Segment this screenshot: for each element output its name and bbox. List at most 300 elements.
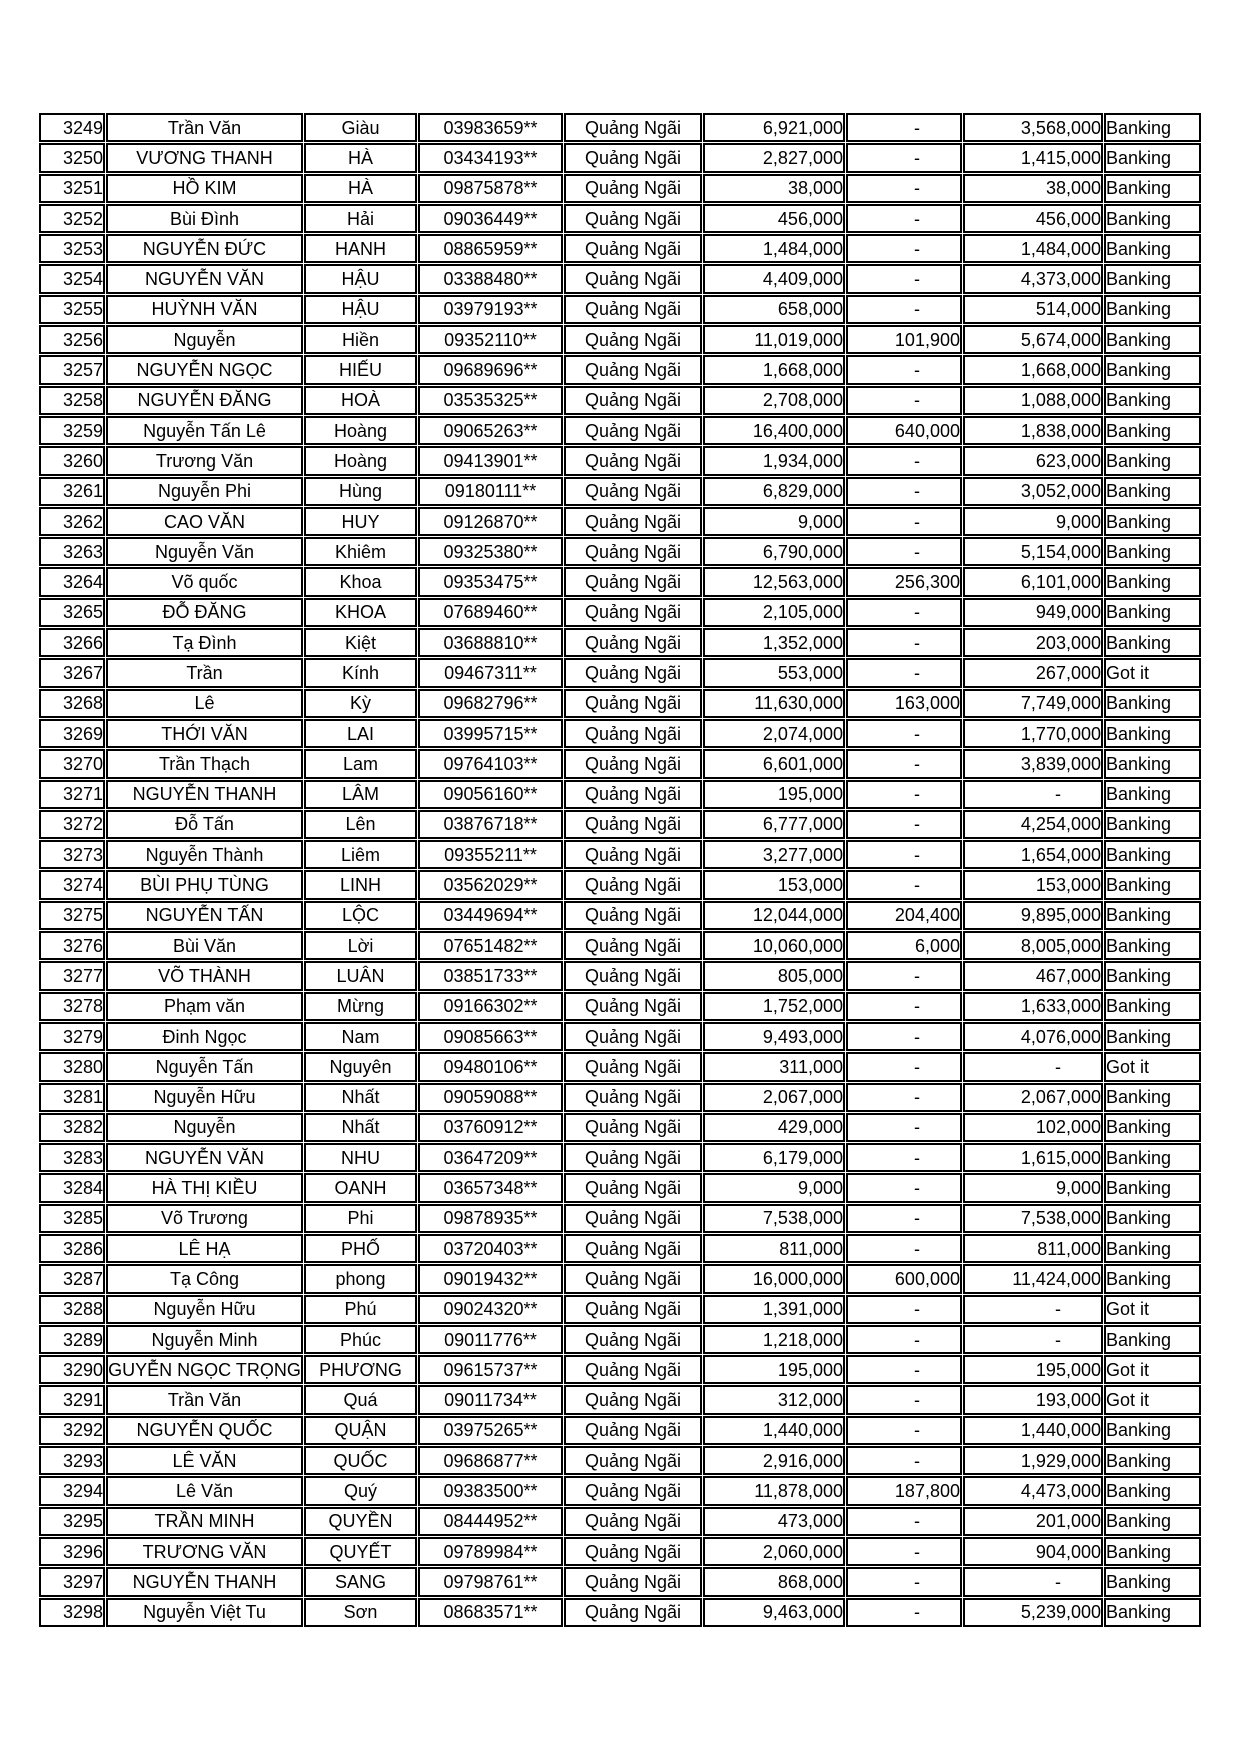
cell-province: Quảng Ngãi (564, 567, 702, 596)
cell-status: Banking (1104, 719, 1201, 748)
cell-amount_3: 195,000 (963, 1355, 1103, 1384)
table-row (39, 1537, 1201, 1566)
cell-amount_3: 2,067,000 (963, 1083, 1103, 1112)
cell-id: 3259 (39, 416, 105, 445)
cell-amount_1: 2,708,000 (703, 386, 845, 415)
cell-phone: 09875878** (418, 174, 563, 203)
cell-province: Quảng Ngãi (564, 658, 702, 687)
cell-amount_1: 1,484,000 (703, 234, 845, 263)
cell-id: 3268 (39, 689, 105, 718)
cell-province: Quảng Ngãi (564, 1204, 702, 1233)
table-row (39, 567, 1201, 596)
cell-amount_1: 1,934,000 (703, 446, 845, 475)
cell-id: 3273 (39, 840, 105, 869)
table-row (39, 810, 1201, 839)
cell-province: Quảng Ngãi (564, 1173, 702, 1202)
cell-name_1: NGUYỄN TẤN (106, 901, 303, 930)
cell-amount_2: 600,000 (846, 1264, 962, 1293)
cell-status: Banking (1104, 386, 1201, 415)
cell-amount_1: 9,493,000 (703, 1022, 845, 1051)
cell-status: Banking (1104, 1537, 1201, 1566)
cell-province: Quảng Ngãi (564, 1385, 702, 1414)
cell-name_1: Nguyễn Minh (106, 1325, 303, 1354)
cell-amount_1: 312,000 (703, 1385, 845, 1414)
cell-phone: 09467311** (418, 658, 563, 687)
cell-amount_1: 6,777,000 (703, 810, 845, 839)
cell-name_1: BÙI PHỤ TÙNG (106, 870, 303, 899)
cell-id: 3264 (39, 567, 105, 596)
cell-phone: 03760912** (418, 1113, 563, 1142)
cell-status: Banking (1104, 1567, 1201, 1596)
cell-phone: 07689460** (418, 598, 563, 627)
cell-amount_1: 16,400,000 (703, 416, 845, 445)
cell-status: Banking (1104, 264, 1201, 293)
cell-amount_2: - (846, 1446, 962, 1475)
cell-province: Quảng Ngãi (564, 628, 702, 657)
table-row (39, 658, 1201, 687)
cell-id: 3282 (39, 1113, 105, 1142)
table-row (39, 961, 1201, 990)
cell-status: Banking (1104, 143, 1201, 172)
table-row (39, 1022, 1201, 1051)
cell-amount_3: 4,373,000 (963, 264, 1103, 293)
cell-status: Got it (1104, 1295, 1201, 1324)
cell-amount_2: - (846, 355, 962, 384)
cell-name_2: HIẾU (304, 355, 417, 384)
cell-province: Quảng Ngãi (564, 931, 702, 960)
cell-amount_3: 5,674,000 (963, 325, 1103, 354)
cell-name_2: QUYỀN (304, 1507, 417, 1536)
table-row (39, 1143, 1201, 1172)
cell-phone: 09352110** (418, 325, 563, 354)
cell-amount_1: 11,019,000 (703, 325, 845, 354)
cell-province: Quảng Ngãi (564, 355, 702, 384)
cell-amount_1: 11,878,000 (703, 1476, 845, 1505)
cell-id: 3275 (39, 901, 105, 930)
cell-name_1: TRẦN MINH (106, 1507, 303, 1536)
cell-amount_2: - (846, 1083, 962, 1112)
cell-name_1: THỚI VĂN (106, 719, 303, 748)
table-row (39, 689, 1201, 718)
cell-amount_2: - (846, 1173, 962, 1202)
cell-name_2: QUYẾT (304, 1537, 417, 1566)
cell-amount_1: 3,277,000 (703, 840, 845, 869)
cell-amount_1: 553,000 (703, 658, 845, 687)
cell-amount_1: 2,067,000 (703, 1083, 845, 1112)
cell-province: Quảng Ngãi (564, 1355, 702, 1384)
cell-name_1: Nguyễn Hữu (106, 1083, 303, 1112)
cell-status: Banking (1104, 1416, 1201, 1445)
cell-name_2: Hải (304, 204, 417, 233)
cell-status: Banking (1104, 1325, 1201, 1354)
cell-amount_1: 429,000 (703, 1113, 845, 1142)
cell-name_2: Lời (304, 931, 417, 960)
cell-phone: 09615737** (418, 1355, 563, 1384)
table-row (39, 1173, 1201, 1202)
cell-name_1: Võ Trương (106, 1204, 303, 1233)
table-row (39, 1507, 1201, 1536)
cell-amount_1: 9,463,000 (703, 1598, 845, 1627)
cell-amount_3: 4,473,000 (963, 1476, 1103, 1505)
cell-amount_3: 193,000 (963, 1385, 1103, 1414)
table-row (39, 870, 1201, 899)
cell-phone: 09059088** (418, 1083, 563, 1112)
cell-phone: 09878935** (418, 1204, 563, 1233)
cell-amount_2: - (846, 234, 962, 263)
cell-phone: 03995715** (418, 719, 563, 748)
cell-province: Quảng Ngãi (564, 1143, 702, 1172)
cell-amount_3: 7,538,000 (963, 1204, 1103, 1233)
cell-name_1: Đỗ Tấn (106, 810, 303, 839)
cell-amount_2: - (846, 1385, 962, 1414)
table-row (39, 1446, 1201, 1475)
cell-name_1: Trương Văn (106, 446, 303, 475)
cell-amount_2: - (846, 810, 962, 839)
cell-status: Banking (1104, 628, 1201, 657)
cell-province: Quảng Ngãi (564, 537, 702, 566)
cell-name_1: Nguyễn Tấn Lê (106, 416, 303, 445)
cell-name_2: Phi (304, 1204, 417, 1233)
cell-amount_1: 311,000 (703, 1052, 845, 1081)
cell-phone: 03975265** (418, 1416, 563, 1445)
cell-province: Quảng Ngãi (564, 840, 702, 869)
cell-amount_2: - (846, 1295, 962, 1324)
table-row (39, 295, 1201, 324)
cell-phone: 09413901** (418, 446, 563, 475)
cell-amount_1: 6,829,000 (703, 477, 845, 506)
cell-id: 3295 (39, 1507, 105, 1536)
cell-id: 3277 (39, 961, 105, 990)
cell-amount_2: - (846, 719, 962, 748)
cell-province: Quảng Ngãi (564, 1052, 702, 1081)
cell-name_1: Nguyễn Văn (106, 537, 303, 566)
cell-amount_3: 623,000 (963, 446, 1103, 475)
cell-status: Banking (1104, 749, 1201, 778)
cell-name_1: NGUYỄN NGỌC (106, 355, 303, 384)
cell-name_1: NGUYỄN THANH (106, 1567, 303, 1596)
cell-id: 3291 (39, 1385, 105, 1414)
cell-phone: 03647209** (418, 1143, 563, 1172)
cell-name_2: PHƯƠNG (304, 1355, 417, 1384)
cell-amount_1: 868,000 (703, 1567, 845, 1596)
cell-amount_2: 640,000 (846, 416, 962, 445)
cell-amount_3: 9,000 (963, 1173, 1103, 1202)
cell-name_1: Nguyễn Việt Tu (106, 1598, 303, 1627)
cell-phone: 03876718** (418, 810, 563, 839)
cell-amount_1: 6,179,000 (703, 1143, 845, 1172)
cell-amount_2: - (846, 295, 962, 324)
cell-name_1: Nguyễn Hữu (106, 1295, 303, 1324)
cell-amount_3: 467,000 (963, 961, 1103, 990)
cell-amount_3: 9,895,000 (963, 901, 1103, 930)
cell-status: Got it (1104, 1355, 1201, 1384)
cell-name_1: HÀ THỊ KIỀU (106, 1173, 303, 1202)
cell-province: Quảng Ngãi (564, 1022, 702, 1051)
cell-amount_3: 514,000 (963, 295, 1103, 324)
cell-amount_2: - (846, 1113, 962, 1142)
cell-name_2: Nhất (304, 1113, 417, 1142)
cell-amount_3: - (963, 780, 1103, 809)
cell-name_1: NGUYỄN VĂN (106, 264, 303, 293)
table-row (39, 477, 1201, 506)
cell-amount_3: 456,000 (963, 204, 1103, 233)
cell-name_2: Hùng (304, 477, 417, 506)
cell-province: Quảng Ngãi (564, 1476, 702, 1505)
cell-phone: 09024320** (418, 1295, 563, 1324)
cell-id: 3251 (39, 174, 105, 203)
cell-id: 3263 (39, 537, 105, 566)
cell-amount_2: - (846, 1416, 962, 1445)
table-row (39, 1052, 1201, 1081)
cell-province: Quảng Ngãi (564, 992, 702, 1021)
cell-status: Banking (1104, 113, 1201, 142)
cell-amount_2: - (846, 1567, 962, 1596)
table-row (39, 1355, 1201, 1384)
cell-name_2: SANG (304, 1567, 417, 1596)
cell-amount_2: - (846, 780, 962, 809)
table-row (39, 325, 1201, 354)
cell-amount_1: 11,630,000 (703, 689, 845, 718)
cell-amount_2: - (846, 992, 962, 1021)
cell-name_2: QUẬN (304, 1416, 417, 1445)
cell-amount_1: 2,916,000 (703, 1446, 845, 1475)
cell-amount_2: - (846, 961, 962, 990)
cell-name_2: Kỳ (304, 689, 417, 718)
table-row (39, 1385, 1201, 1414)
cell-province: Quảng Ngãi (564, 1537, 702, 1566)
cell-name_2: Lên (304, 810, 417, 839)
cell-status: Banking (1104, 537, 1201, 566)
cell-amount_2: - (846, 658, 962, 687)
cell-amount_1: 805,000 (703, 961, 845, 990)
cell-id: 3250 (39, 143, 105, 172)
cell-province: Quảng Ngãi (564, 295, 702, 324)
cell-id: 3289 (39, 1325, 105, 1354)
cell-name_2: Phúc (304, 1325, 417, 1354)
cell-status: Banking (1104, 961, 1201, 990)
cell-amount_2: - (846, 1507, 962, 1536)
cell-name_1: Nguyễn Phi (106, 477, 303, 506)
table-row (39, 1416, 1201, 1445)
cell-province: Quảng Ngãi (564, 689, 702, 718)
cell-amount_3: 1,440,000 (963, 1416, 1103, 1445)
cell-amount_3: 6,101,000 (963, 567, 1103, 596)
table-row (39, 1598, 1201, 1627)
cell-id: 3265 (39, 598, 105, 627)
cell-phone: 09085663** (418, 1022, 563, 1051)
cell-id: 3283 (39, 1143, 105, 1172)
table-row (39, 386, 1201, 415)
cell-phone: 03851733** (418, 961, 563, 990)
cell-amount_3: 5,154,000 (963, 537, 1103, 566)
table-row (39, 1476, 1201, 1505)
cell-amount_1: 456,000 (703, 204, 845, 233)
cell-amount_2: 6,000 (846, 931, 962, 960)
cell-phone: 09353475** (418, 567, 563, 596)
table-row (39, 507, 1201, 536)
cell-province: Quảng Ngãi (564, 1416, 702, 1445)
cell-id: 3281 (39, 1083, 105, 1112)
cell-name_2: KHOA (304, 598, 417, 627)
table-row (39, 1083, 1201, 1112)
cell-name_2: HANH (304, 234, 417, 263)
cell-id: 3255 (39, 295, 105, 324)
cell-phone: 09065263** (418, 416, 563, 445)
cell-amount_1: 1,668,000 (703, 355, 845, 384)
cell-status: Banking (1104, 901, 1201, 930)
cell-amount_3: 1,929,000 (963, 1446, 1103, 1475)
cell-amount_3: 811,000 (963, 1234, 1103, 1263)
table-row (39, 780, 1201, 809)
cell-amount_1: 811,000 (703, 1234, 845, 1263)
cell-province: Quảng Ngãi (564, 1113, 702, 1142)
cell-province: Quảng Ngãi (564, 234, 702, 263)
cell-id: 3298 (39, 1598, 105, 1627)
cell-phone: 09764103** (418, 749, 563, 778)
cell-name_2: HUY (304, 507, 417, 536)
cell-amount_2: - (846, 1325, 962, 1354)
cell-amount_2: - (846, 143, 962, 172)
cell-amount_3: - (963, 1567, 1103, 1596)
cell-amount_3: 5,239,000 (963, 1598, 1103, 1627)
cell-status: Banking (1104, 1204, 1201, 1233)
cell-name_1: Bùi Văn (106, 931, 303, 960)
cell-phone: 03657348** (418, 1173, 563, 1202)
cell-status: Banking (1104, 810, 1201, 839)
table-row (39, 234, 1201, 263)
cell-amount_2: - (846, 1052, 962, 1081)
cell-phone: 09011776** (418, 1325, 563, 1354)
cell-phone: 03434193** (418, 143, 563, 172)
table-row (39, 719, 1201, 748)
table-row (39, 1295, 1201, 1324)
table-row (39, 264, 1201, 293)
cell-status: Banking (1104, 1234, 1201, 1263)
cell-amount_2: - (846, 870, 962, 899)
cell-name_2: Quý (304, 1476, 417, 1505)
cell-name_1: Nguyễn Thành (106, 840, 303, 869)
table-row (39, 1325, 1201, 1354)
cell-amount_1: 6,601,000 (703, 749, 845, 778)
records-table (38, 112, 1202, 1628)
cell-amount_2: - (846, 204, 962, 233)
cell-amount_3: 1,484,000 (963, 234, 1103, 263)
cell-amount_2: 163,000 (846, 689, 962, 718)
cell-name_2: Nam (304, 1022, 417, 1051)
cell-status: Banking (1104, 870, 1201, 899)
cell-name_1: HUỲNH VĂN (106, 295, 303, 324)
cell-phone: 09689696** (418, 355, 563, 384)
cell-name_1: VƯƠNG THANH (106, 143, 303, 172)
cell-amount_1: 12,563,000 (703, 567, 845, 596)
cell-status: Banking (1104, 780, 1201, 809)
cell-amount_2: - (846, 386, 962, 415)
cell-name_1: Trần Văn (106, 1385, 303, 1414)
cell-phone: 09166302** (418, 992, 563, 1021)
cell-name_1: GUYỄN NGỌC TRỌNG (106, 1355, 303, 1384)
cell-amount_3: 1,088,000 (963, 386, 1103, 415)
cell-name_2: HẬU (304, 264, 417, 293)
cell-name_2: Nguyên (304, 1052, 417, 1081)
cell-id: 3294 (39, 1476, 105, 1505)
cell-name_2: Kính (304, 658, 417, 687)
cell-name_1: NGUYỄN QUỐC (106, 1416, 303, 1445)
cell-status: Banking (1104, 295, 1201, 324)
cell-name_1: Bùi Đình (106, 204, 303, 233)
cell-amount_1: 6,921,000 (703, 113, 845, 142)
cell-amount_1: 1,391,000 (703, 1295, 845, 1324)
cell-amount_3: 201,000 (963, 1507, 1103, 1536)
cell-amount_2: - (846, 507, 962, 536)
cell-status: Banking (1104, 416, 1201, 445)
cell-amount_3: 267,000 (963, 658, 1103, 687)
cell-province: Quảng Ngãi (564, 1234, 702, 1263)
cell-name_2: Hiền (304, 325, 417, 354)
cell-amount_2: - (846, 1234, 962, 1263)
cell-province: Quảng Ngãi (564, 961, 702, 990)
cell-status: Banking (1104, 446, 1201, 475)
cell-amount_3: - (963, 1325, 1103, 1354)
cell-province: Quảng Ngãi (564, 113, 702, 142)
cell-id: 3286 (39, 1234, 105, 1263)
cell-id: 3285 (39, 1204, 105, 1233)
cell-phone: 09355211** (418, 840, 563, 869)
cell-amount_3: 949,000 (963, 598, 1103, 627)
cell-name_2: LUÂN (304, 961, 417, 990)
cell-phone: 09789984** (418, 1537, 563, 1566)
cell-amount_1: 12,044,000 (703, 901, 845, 930)
cell-name_2: Phú (304, 1295, 417, 1324)
cell-status: Banking (1104, 992, 1201, 1021)
cell-status: Banking (1104, 840, 1201, 869)
cell-name_2: Kiệt (304, 628, 417, 657)
table-row (39, 1234, 1201, 1263)
cell-status: Got it (1104, 1385, 1201, 1414)
cell-name_2: Quá (304, 1385, 417, 1414)
cell-id: 3261 (39, 477, 105, 506)
cell-name_1: Nguyễn Tấn (106, 1052, 303, 1081)
cell-id: 3279 (39, 1022, 105, 1051)
cell-province: Quảng Ngãi (564, 507, 702, 536)
cell-name_1: Tạ Đình (106, 628, 303, 657)
cell-status: Banking (1104, 1113, 1201, 1142)
cell-id: 3269 (39, 719, 105, 748)
cell-status: Banking (1104, 1083, 1201, 1112)
table-row (39, 992, 1201, 1021)
cell-status: Banking (1104, 477, 1201, 506)
cell-amount_1: 1,440,000 (703, 1416, 845, 1445)
cell-status: Got it (1104, 1052, 1201, 1081)
cell-phone: 08683571** (418, 1598, 563, 1627)
cell-amount_1: 2,060,000 (703, 1537, 845, 1566)
cell-amount_3: 1,668,000 (963, 355, 1103, 384)
cell-amount_3: 4,254,000 (963, 810, 1103, 839)
cell-province: Quảng Ngãi (564, 1507, 702, 1536)
cell-province: Quảng Ngãi (564, 1567, 702, 1596)
cell-name_1: Lê (106, 689, 303, 718)
cell-id: 3249 (39, 113, 105, 142)
cell-name_2: PHỐ (304, 1234, 417, 1263)
table-row (39, 1113, 1201, 1142)
cell-amount_2: - (846, 537, 962, 566)
cell-id: 3297 (39, 1567, 105, 1596)
cell-amount_3: 1,615,000 (963, 1143, 1103, 1172)
table-row (39, 537, 1201, 566)
cell-amount_3: 9,000 (963, 507, 1103, 536)
cell-amount_3: 11,424,000 (963, 1264, 1103, 1293)
cell-amount_3: 1,770,000 (963, 719, 1103, 748)
cell-status: Banking (1104, 174, 1201, 203)
